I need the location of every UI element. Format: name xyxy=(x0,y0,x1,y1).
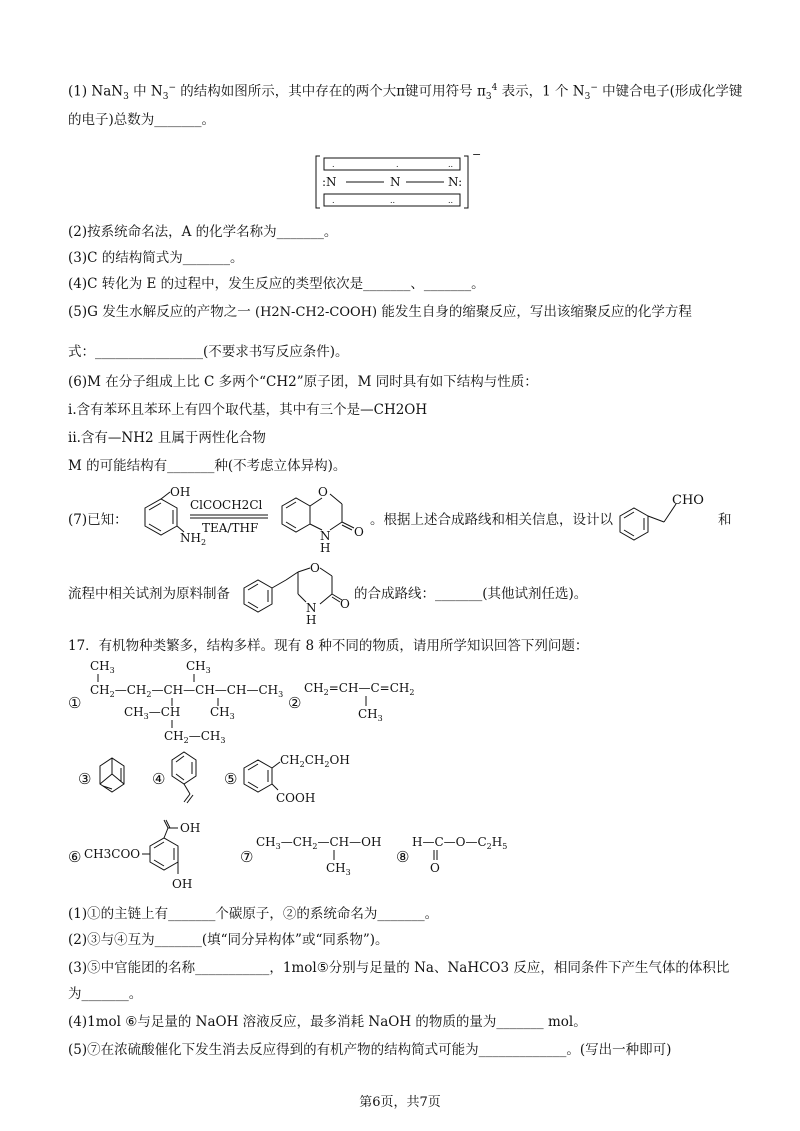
svg-text:..: .. xyxy=(390,196,396,205)
nh-n-label: N xyxy=(320,529,331,543)
svg-text:.: . xyxy=(332,196,335,205)
molecule-7 xyxy=(256,832,386,878)
m7-sub: $CH_3$ xyxy=(326,861,351,877)
molecule-6 xyxy=(84,812,224,894)
azide-structure-diagram xyxy=(312,150,492,212)
reaction-arrow xyxy=(188,495,272,539)
target-morpholinone-structure xyxy=(240,558,360,628)
q16-part6-ii: ii.含有—NH2 且属于两性化合物 xyxy=(68,430,266,446)
molecule-5 xyxy=(238,748,358,808)
reagent-top: ClCOCH2Cl xyxy=(190,498,263,512)
num-7: ⑦ xyxy=(240,848,254,866)
q16-part1-line2: 的电子)总数为_______。 xyxy=(68,112,216,128)
m1-top-ch3-right: $CH_3$ xyxy=(186,659,211,675)
q17-question-3-line2: 为_______。 xyxy=(68,986,143,1002)
m1-sub-b: $CH_3$ xyxy=(210,705,235,721)
q17-question-1: (1)①的主链上有_______个碳原子，②的系统命名为_______。 xyxy=(68,906,439,922)
morph-h-label: H xyxy=(306,613,317,627)
q16-part6-i: i.含有苯环且苯环上有四个取代基，其中有三个是—CH2OH xyxy=(68,402,428,418)
benzoxazinone-structure xyxy=(272,482,372,556)
num-6: ⑥ xyxy=(68,848,82,866)
azide-charge: − xyxy=(472,148,482,161)
m6-bottom: OH xyxy=(172,877,193,891)
q16-part7-and: 和 xyxy=(718,512,732,528)
num-5: ⑤ xyxy=(224,770,238,788)
azide-mid-atom: N xyxy=(390,175,401,189)
q16-part6-m: M 的可能结构有_______种(不考虑立体异构)。 xyxy=(68,458,347,474)
m7-main: $CH_3—CH_2—CH—OH$ xyxy=(256,835,382,851)
molecule-4-styrene xyxy=(166,748,206,806)
q17-question-5: (5)⑦在浓硫酸催化下发生消去反应得到的有机产物的结构简式可能为_____________。(写出一种即可) xyxy=(68,1042,672,1058)
reagent-bottom: TEA/THF xyxy=(202,521,259,535)
azide-right-atom: N: xyxy=(448,175,463,189)
m2-main: $CH_2=CH—C=CH_2$ xyxy=(304,681,415,697)
m1-sub-a: $CH_3—CH$ xyxy=(124,705,181,721)
m1-sub-c: $CH_2—CH_3$ xyxy=(164,729,226,745)
q16-part6: (6)M 在分子组成上比 C 多两个“CH2”原子团，M 同时具有如下结构与性质： xyxy=(68,374,538,390)
q16-part7-middle: 。根据上述合成路线和相关信息，设计以 xyxy=(370,512,613,528)
q16-part7-label: (7)已知： xyxy=(68,512,128,528)
svg-text:..: .. xyxy=(448,196,454,205)
q17-question-4: (4)1mol ⑥与足量的 NaOH 溶液反应，最多消耗 NaOH 的物质的量为_______ mol。 xyxy=(68,1014,587,1030)
q16-part1-line1: (1) NaN$_3$ 中 $N_3^-$ 的结构如图所示，其中存在的两个大π键可用符号 $\pi_3^4$ 表示，1 个 $N_3^-$ 中键合电子(形成化学键 xyxy=(68,83,743,103)
m8-main: $H—C—O—C_2H_5$ xyxy=(412,835,508,851)
m1-main-chain: $CH_2—CH_2—CH—CH—CH—CH_3$ xyxy=(90,683,284,699)
oh-label: OH xyxy=(170,485,191,499)
q16-part3: (3)C 的结构简式为_______。 xyxy=(68,250,244,266)
svg-text:.: . xyxy=(396,160,399,169)
q16-part5-line2: 式：________________(不要求书写反应条件)。 xyxy=(68,344,349,360)
morph-n-label: N xyxy=(306,601,317,615)
ring-o-label: O xyxy=(318,485,328,499)
q17-title: 17．有机物种类繁多，结构多样。现有 8 种不同的物质，请用所学知识回答下列问题： xyxy=(68,638,589,654)
q16-part7-line2b: 的合成路线：_______(其他试剂任选)。 xyxy=(354,586,588,602)
m5-bottom: COOH xyxy=(276,791,316,805)
m6-left: CH3COO xyxy=(84,847,141,861)
glycine-formula: (H2N-CH2-COOH) xyxy=(255,305,378,320)
num-1: ① xyxy=(68,694,82,712)
morph-o-label: O xyxy=(310,561,320,575)
num-4: ④ xyxy=(152,770,166,788)
phenylacetaldehyde-structure xyxy=(612,488,702,550)
cho-label: CHO xyxy=(672,493,704,508)
q16-part4: (4)C 转化为 E 的过程中，发生反应的类型依次是_______、_______。 xyxy=(68,276,485,292)
svg-text:..: .. xyxy=(448,160,454,169)
q16-part2: (2)按系统命名法，A 的化学名称为_______。 xyxy=(68,224,338,240)
q17-question-2: (2)③与④互为_______(填“同分异构体”或“同系物”)。 xyxy=(68,932,389,948)
svg-text:.: . xyxy=(332,160,335,169)
page-footer: 第6页，共7页 xyxy=(359,1095,441,1110)
q16-part7-line2a: 流程中相关试剂为原料制备 xyxy=(68,586,230,602)
num-3: ③ xyxy=(78,770,92,788)
morph-carbonyl-o: O xyxy=(340,597,350,611)
m5-top: $CH_2CH_2OH$ xyxy=(280,753,350,769)
m6-top: OH xyxy=(180,821,201,835)
molecule-2 xyxy=(304,678,424,724)
num-8: ⑧ xyxy=(396,848,410,866)
m1-top-ch3-left: $CH_3$ xyxy=(90,659,115,675)
nh2-label: $NH_2$ xyxy=(180,531,207,547)
m8-sub: O xyxy=(430,861,440,875)
azide-left-atom: :N xyxy=(322,175,337,189)
num-2: ② xyxy=(288,694,302,712)
carbonyl-o-label: O xyxy=(354,525,364,539)
q17-question-3: (3)⑤中官能团的名称___________，1mol⑤分别与足量的 Na、NaHCO3 反应，相同条件下产生气体的体积比 xyxy=(68,960,730,976)
nh-h-label: H xyxy=(320,541,331,555)
molecule-8 xyxy=(412,832,512,878)
q16-part5-line1: (5)G 发生水解反应的产物之一 (H2N-CH2-COOH) 能发生自身的缩聚反应，写出该缩聚反应的化学方程 xyxy=(68,304,692,320)
molecule-1 xyxy=(88,658,288,748)
molecule-3-norbornadiene xyxy=(92,752,132,798)
m2-sub: $CH_3$ xyxy=(358,707,383,723)
